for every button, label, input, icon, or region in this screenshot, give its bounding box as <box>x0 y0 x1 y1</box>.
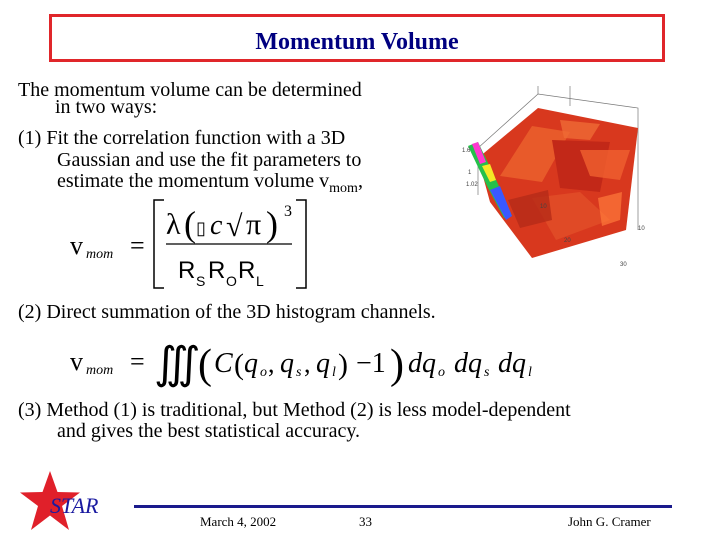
eq2-dq-s: q <box>468 348 482 379</box>
method1-line-3 <box>57 171 363 199</box>
intro-line-1: The momentum volume can be determined <box>18 79 362 101</box>
axis-label-b: 20 <box>564 238 571 244</box>
z-label-bot: 1.02 <box>466 182 478 188</box>
method1-line-1: (1) Fit the correlation function with a 3D <box>18 127 346 149</box>
eq1-sqrt: √ <box>226 210 243 243</box>
method3-line-2: and gives the best statistical accuracy. <box>57 420 361 442</box>
eq2-sub-l: l <box>332 365 336 380</box>
eq2-minus-one: −1 <box>356 348 386 379</box>
eq2-sub-o: o <box>260 365 267 380</box>
eq2-d-1: d <box>408 348 422 379</box>
eq2-dsub-s: s <box>484 365 490 380</box>
eq2-dsub-l: l <box>528 365 532 380</box>
eq1-power: 3 <box>284 203 292 220</box>
eq2-sub-s: s <box>296 365 302 380</box>
axis-label-c: 10 <box>638 226 645 232</box>
method1-end: , <box>357 170 363 192</box>
eq2-paren-open: ( <box>198 342 212 388</box>
eq1-lambda: λ <box>166 208 181 241</box>
z-label-top: 1.6 <box>462 148 471 154</box>
surface-plot <box>460 80 660 270</box>
method1-text: estimate the momentum volume v <box>57 170 330 192</box>
footer-divider <box>134 505 672 508</box>
eq2-d-3: d <box>498 348 512 379</box>
eq1-r-o: R <box>208 257 226 284</box>
eq1-r-l: R <box>238 257 256 284</box>
eq2-q-s: q <box>280 348 294 379</box>
eq2-equals: = <box>130 347 145 376</box>
intro-line-2: in two ways: <box>55 96 158 118</box>
eq1-lhs: v <box>70 231 83 260</box>
method1-line-2: Gaussian and use the fit parameters to <box>57 149 362 171</box>
slide-title: Momentum Volume <box>255 28 459 55</box>
eq1-sub-o: O <box>226 273 237 289</box>
eq1-c: c <box>210 210 223 241</box>
eq1-pi: π <box>246 208 262 241</box>
eq2-args-close: ) <box>338 348 348 381</box>
eq1-r-s: R <box>178 257 196 284</box>
method1-subscript: mom <box>329 181 358 196</box>
star-logo-text: STAR <box>50 493 99 518</box>
eq2-dsub-o: o <box>438 365 445 380</box>
footer-author: John G. Cramer <box>568 514 651 529</box>
z-label-mid: 1 <box>468 170 472 176</box>
eq2-q-o: q <box>244 348 258 379</box>
eq2-dq-o: q <box>422 348 436 379</box>
eq2-integrals: ∭ <box>154 339 201 388</box>
eq2-dq-l: q <box>512 348 526 379</box>
eq1-paren-close: ) <box>266 204 278 244</box>
axis-label-d: 30 <box>620 262 627 268</box>
eq2-lhs: v <box>70 347 83 376</box>
equation-sum-volume <box>66 336 566 394</box>
footer-page-number: 33 <box>359 514 372 529</box>
eq2-d-2: d <box>454 348 468 379</box>
method2-line: (2) Direct summation of the 3D histogram channels. <box>18 301 436 323</box>
eq1-sub-s: S <box>196 273 206 289</box>
axis-label-a: 10 <box>540 204 547 210</box>
eq2-paren-close: ) <box>390 342 404 388</box>
eq1-lhs-sub: mom <box>86 247 114 262</box>
method3-line-1: (3) Method (1) is traditional, but Method (2) is less model-dependent <box>18 399 571 421</box>
title-box <box>49 14 665 62</box>
eq2-comma-2: , <box>304 349 311 378</box>
eq1-equals: = <box>130 231 145 260</box>
eq2-comma-1: , <box>268 349 275 378</box>
eq2-args-open: ( <box>234 348 244 381</box>
eq2-lhs-sub: mom <box>86 363 114 378</box>
eq1-box: ▯ <box>196 218 206 238</box>
equation-fit-volume <box>66 196 326 296</box>
eq1-sub-l: L <box>256 273 264 289</box>
footer-date: March 4, 2002 <box>200 514 277 529</box>
eq1-paren-open: ( <box>184 204 196 244</box>
eq2-q-l: q <box>316 348 330 379</box>
eq2-c: C <box>214 348 233 379</box>
